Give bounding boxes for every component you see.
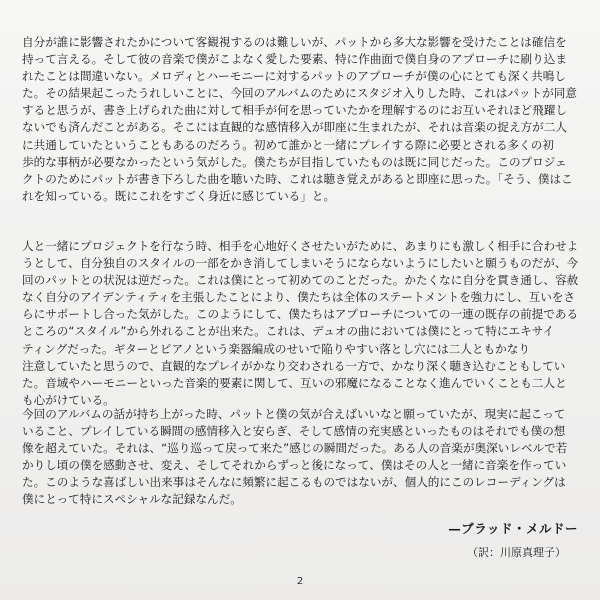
text-line: 歩的な事柄が必要なかったという気がした。僕たちが目指していたものは既に同じだった。このプロジェ xyxy=(22,154,567,169)
text-line: いること、プレイしている瞬間の感情移入と安らぎ、そして感情の充実感といったものはそれでも僕の想 xyxy=(22,424,566,439)
text-line: かりし頃の僕を感動させ、変え、そしてそれからずっと後になって、僕はその人と一緒に音楽を作ってい xyxy=(22,458,567,473)
text-line: 僕にとって特にスペシャルな記録なんだ。 xyxy=(22,492,242,507)
text-line: 人と一緒にプロジェクトを行なう時、相手を心地好くさせたいがために、あまりにも激しく相手に合わせよ xyxy=(22,239,578,253)
text-line: た。音域やハーモニーといった音楽的要素に関して、互いの邪魔になることなく進んでいくことも二人と xyxy=(22,375,567,390)
text-line: れを知っている。既にこれをすごく身近に感じている」と。 xyxy=(22,188,336,203)
text-line: 注意していたと思うので、直観的なプレイがかなり交わされる一方で、かなり深く聴き込むこともしてい xyxy=(22,358,566,373)
text-line: 回のパットとの状況は逆だった。これは僕にとって初めてのことだった。かたくなに自分を貫き通し、容赦 xyxy=(22,273,578,288)
text-line: 像を超えていた。それは、“巡り巡って戻って来た”感じの瞬間だった。ある人の音楽が奥深いレベルで若 xyxy=(22,441,568,456)
text-line: ところの“スタイル”から外れることが出来た。これは、デュオの曲においては僕にとって特にエキサイ xyxy=(22,324,555,339)
text-line: すると思うが、書き上げられた曲に対して相手が何を思っていたかを理解するのにお互いそれほど飛躍し xyxy=(22,103,567,118)
text-line: 自分が誰に影響されたかについて客観視するのは難しいが、パットから多大な影響を受けたことは確信を xyxy=(22,35,567,49)
text-line: た。このような喜ばしい出来事はそんなに頻繁に起こるものではないが、個人的にこのレコーディングは xyxy=(22,475,566,490)
text-line: た。その結果起こったうれしいことに、今回のアルバムのためにスタジオ入りした時、これはパットが同意 xyxy=(22,86,577,101)
text-line: なく自分のアイデンティティを主張したことにより、僕たちは全体のステートメントを強力にし、互いをさ xyxy=(22,290,576,305)
text-line: ティングだった。ギターとピアノという楽器編成のせいで陥りやすい落とし穴には二人ともかなり xyxy=(22,341,530,356)
translator-credit: （訳：川原真理子） xyxy=(467,546,566,559)
text-line: クトのためにパットが書き下ろした曲を聴いた時、これは聴き覚えがあると即座に思った。「そう、僕はこ xyxy=(22,171,573,186)
text-line: ないでも済んだことがある。そこには直観的な感情移入が即座に生まれたが、それは音楽の捉え方が二人 xyxy=(22,120,567,135)
text-line: に共通していたということもあるのだろう。初めて誰かと一緒にプレイする際に必要とされる多くの初 xyxy=(22,137,554,152)
text-line: 持って言える。そして彼の音楽で僕がこよなく愛した要素、特に作曲面で僕自身のアプローチに刷り込ま xyxy=(22,52,567,67)
text-line: も心がけている。 xyxy=(22,392,115,407)
paragraph-1 xyxy=(22,34,578,205)
paragraph-3 xyxy=(22,406,578,509)
author-signature: —ブラッド・メルドー xyxy=(448,521,578,536)
text-line: 今回のアルバムの話が持ち上がった時、パットと僕の気が合えばいいなと願っていたが、現実に起こって xyxy=(22,407,566,421)
text-line: れたことは間違いない。メロディとハーモニーに対するパットのアプローチが僕の心にとても深く共鳴し xyxy=(22,69,566,84)
paragraph-2 xyxy=(22,238,578,409)
text-line: うとして、自分独自のスタイルの一部をかき消してしまいそうにならないようにしたいと願うものだが、今 xyxy=(22,256,578,271)
page-number: 2 xyxy=(296,576,304,587)
text-line: らにサポートし合った気がした。このようにして、僕たちはアプローチについての一連の既存の前提である xyxy=(22,307,578,322)
